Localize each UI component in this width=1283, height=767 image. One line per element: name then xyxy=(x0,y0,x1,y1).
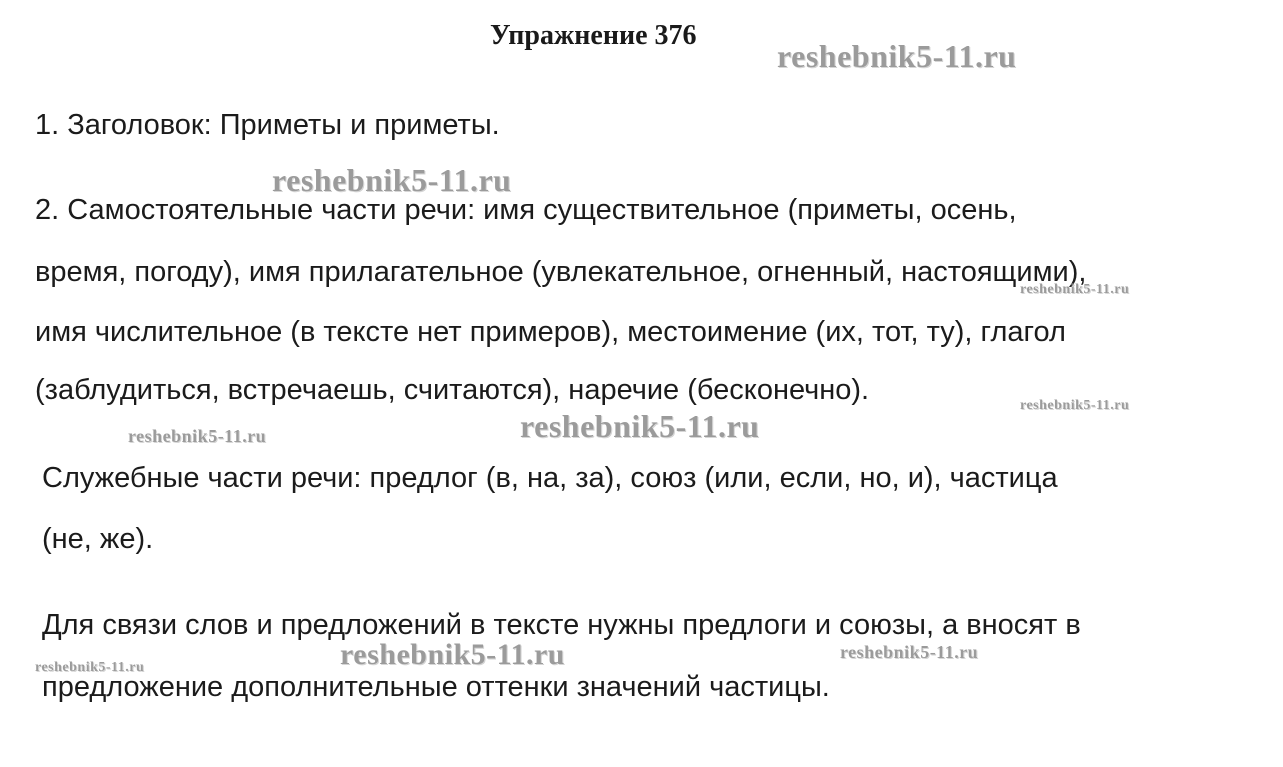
watermark: reshebnik5-11.ru xyxy=(340,638,565,671)
watermark: reshebnik5-11.ru xyxy=(272,162,512,198)
text-line-2: 2. Самостоятельные части речи: имя существительное (приметы, осень, xyxy=(35,194,1017,226)
watermark: reshebnik5-11.ru xyxy=(35,660,145,675)
watermark: reshebnik5-11.ru xyxy=(520,408,760,444)
watermark: reshebnik5-11.ru xyxy=(1020,398,1130,413)
text-line-6: Служебные части речи: предлог (в, на, за), союз (или, если, но, и), частица xyxy=(42,462,1058,494)
watermark: reshebnik5-11.ru xyxy=(1020,282,1130,297)
text-line-9: предложение дополнительные оттенки значений частицы. xyxy=(42,671,830,703)
watermark: reshebnik5-11.ru xyxy=(128,426,267,446)
text-line-5: (заблудиться, встречаешь, считаются), наречие (бесконечно). xyxy=(35,374,870,406)
text-line-8: Для связи слов и предложений в тексте нужны предлоги и союзы, а вносят в xyxy=(42,609,1081,641)
watermark: reshebnik5-11.ru xyxy=(777,38,1017,74)
exercise-title: Упражнение 376 xyxy=(490,20,697,51)
text-line-3: время, погоду), имя прилагательное (увлекательное, огненный, настоящими), xyxy=(35,256,1087,288)
watermark: reshebnik5-11.ru xyxy=(840,642,979,662)
text-line-4: имя числительное (в тексте нет примеров), местоимение (их, тот, ту), глагол xyxy=(35,316,1066,348)
text-line-7: (не, же). xyxy=(42,523,154,555)
text-line-1: 1. Заголовок: Приметы и приметы. xyxy=(35,109,500,141)
